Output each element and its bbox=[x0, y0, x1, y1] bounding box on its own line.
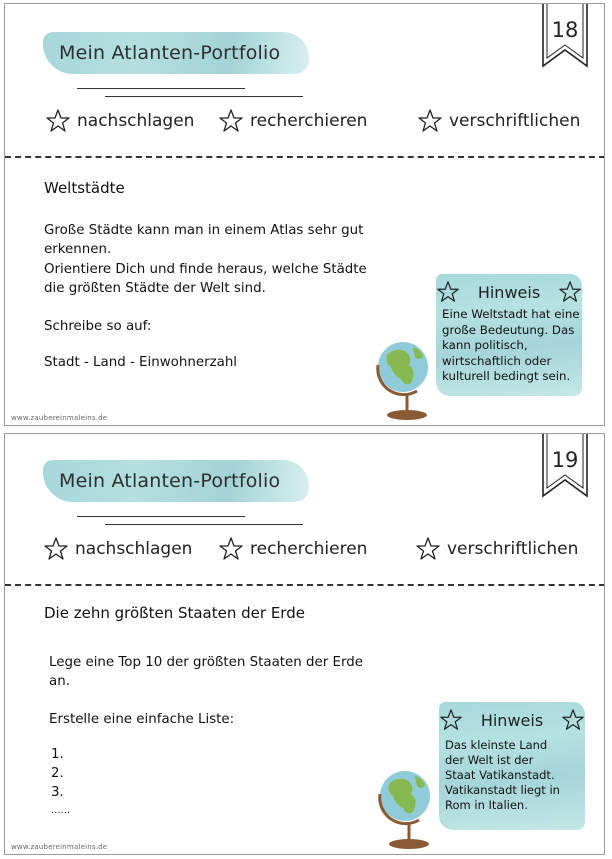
star-icon bbox=[415, 536, 441, 562]
star-icon bbox=[417, 108, 443, 134]
task-title: Weltstädte bbox=[44, 179, 125, 197]
card-number: 18 bbox=[551, 18, 579, 42]
star-icon bbox=[43, 536, 69, 562]
globe-illustration bbox=[371, 335, 441, 426]
list-item: ...... bbox=[51, 805, 71, 816]
list-item: 3. bbox=[51, 785, 64, 800]
hint-text: Das kleinste Land der Welt ist der Staat Vatikanstadt. Vatikanstadt liegt in Rom in Italien. bbox=[445, 738, 560, 812]
hint-text: Eine Weltstadt hat eine große Bedeutung. Das kann politisch, wirtschaftlich oder kulturell bedingt sein. bbox=[442, 307, 580, 383]
list-item: 2. bbox=[51, 766, 64, 781]
tool-label: recherchieren bbox=[250, 539, 368, 559]
hint-title: Hinweis bbox=[477, 282, 541, 302]
globe-illustration bbox=[373, 764, 443, 855]
globe-icon bbox=[371, 335, 441, 425]
task-text: Erstelle eine einfache Liste: bbox=[49, 712, 235, 727]
card-header-title: Mein Atlanten-Portfolio bbox=[59, 42, 281, 64]
globe-icon bbox=[373, 764, 443, 854]
star-icon bbox=[561, 708, 585, 732]
tool-label: recherchieren bbox=[250, 111, 368, 131]
tool-recherchieren bbox=[218, 536, 367, 562]
hint-header bbox=[439, 708, 585, 732]
tool-verschriftlichen bbox=[417, 108, 580, 134]
header-underline bbox=[105, 524, 303, 525]
dashed-divider bbox=[5, 584, 605, 586]
tool-label: nachschlagen bbox=[77, 111, 195, 131]
tool-row bbox=[5, 108, 605, 138]
card-header bbox=[43, 456, 315, 514]
task-card-19 bbox=[4, 433, 605, 855]
footer-url: www.zaubereinmaleins.de bbox=[11, 414, 108, 422]
dashed-divider bbox=[5, 156, 605, 158]
star-icon bbox=[436, 280, 460, 304]
footer-url: www.zaubereinmaleins.de bbox=[11, 843, 108, 851]
header-underline bbox=[105, 96, 303, 97]
tool-verschriftlichen bbox=[415, 536, 578, 562]
tool-nachschlagen bbox=[45, 108, 194, 134]
tool-label: verschriftlichen bbox=[449, 111, 581, 131]
star-icon bbox=[439, 708, 463, 732]
task-text: Schreibe so auf: bbox=[44, 319, 152, 334]
task-card-18 bbox=[4, 3, 605, 426]
task-text: Orientiere Dich und finde heraus, welche Städte die größten Städte der Welt sind. bbox=[44, 262, 367, 296]
card-number-ribbon bbox=[540, 3, 590, 68]
task-title: Die zehn größten Staaten der Erde bbox=[44, 604, 305, 622]
card-number-ribbon bbox=[540, 433, 590, 498]
star-icon bbox=[558, 280, 582, 304]
header-underline bbox=[77, 516, 245, 517]
header-underline bbox=[77, 88, 245, 89]
task-text: Stadt - Land - Einwohnerzahl bbox=[44, 355, 238, 370]
tool-label: nachschlagen bbox=[75, 539, 193, 559]
card-number: 19 bbox=[551, 448, 579, 472]
star-icon bbox=[218, 536, 244, 562]
list-item: 1. bbox=[51, 747, 64, 762]
task-text: Große Städte kann man in einem Atlas sehr gut erkennen. bbox=[44, 223, 364, 257]
hint-header bbox=[436, 280, 582, 304]
card-header-title: Mein Atlanten-Portfolio bbox=[59, 470, 281, 492]
tool-row bbox=[5, 536, 605, 566]
tool-label: verschriftlichen bbox=[447, 539, 579, 559]
card-header bbox=[43, 28, 315, 86]
hint-title: Hinweis bbox=[480, 710, 544, 730]
star-icon bbox=[45, 108, 71, 134]
star-icon bbox=[218, 108, 244, 134]
tool-nachschlagen bbox=[43, 536, 192, 562]
task-text: Lege eine Top 10 der größten Staaten der Erde an. bbox=[49, 655, 363, 689]
tool-recherchieren bbox=[218, 108, 367, 134]
